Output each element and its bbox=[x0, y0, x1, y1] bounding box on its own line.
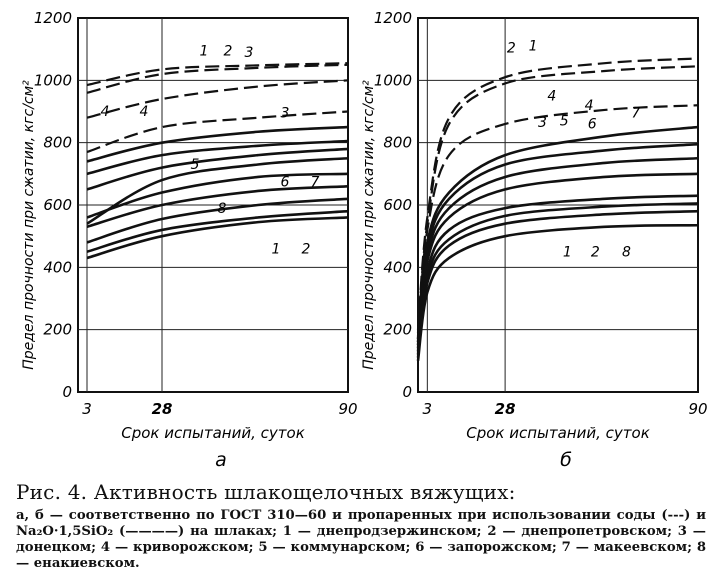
solid-series-line bbox=[87, 127, 348, 161]
curve-number-label: 3 bbox=[244, 44, 254, 61]
curve-number-label: 3 bbox=[537, 115, 547, 132]
solid-series-line bbox=[418, 225, 698, 361]
y-tick-label: 400 bbox=[43, 258, 72, 277]
curve-number-label: 6 bbox=[587, 116, 597, 133]
y-tick-label: 400 bbox=[383, 258, 412, 277]
curve-number-label: 4 bbox=[100, 104, 110, 121]
y-tick-label: 800 bbox=[43, 133, 72, 152]
y-tick-label: 600 bbox=[43, 196, 72, 214]
curve-number-label: 6 bbox=[280, 174, 290, 191]
caption-title: Рис. 4. Активность шлакощелочных вяжущих: bbox=[16, 480, 516, 504]
curve-number-label: 2 bbox=[301, 241, 311, 258]
y-tick-label: 1000 bbox=[373, 71, 412, 90]
panel-label: а bbox=[215, 449, 227, 470]
x-tick-label: 28 bbox=[494, 400, 516, 418]
curve-number-label: 4 bbox=[547, 88, 557, 105]
dashed-series-line bbox=[87, 65, 348, 93]
y-tick-label: 200 bbox=[43, 320, 72, 339]
y-tick-label: 0 bbox=[402, 383, 412, 401]
x-axis-label: Срок испытаний, суток bbox=[466, 424, 650, 442]
y-axis-label: Предел прочности при сжатии, кгс/см² bbox=[361, 80, 377, 370]
solid-series-line bbox=[418, 196, 698, 352]
y-tick-label: 600 bbox=[383, 196, 412, 214]
panel-b bbox=[361, 9, 708, 470]
dashed-series-line bbox=[87, 80, 348, 117]
y-tick-label: 1200 bbox=[33, 9, 72, 27]
dashed-series-line bbox=[418, 59, 698, 330]
x-tick-label: 90 bbox=[688, 400, 708, 418]
y-tick-label: 200 bbox=[383, 320, 412, 339]
dashed-series-line bbox=[87, 112, 348, 153]
curve-number-label: 2 bbox=[590, 244, 600, 261]
caption-body: а, б — соответственно по ГОСТ 310—60 и пропаренных при использовании соды (---) и Na₂O·1,5SiO₂ (————) на шлаках; 1 — днепродзержинском; 2 — днепропетровском; 3 — донецком; 4 — криворожском; 5 — коммунарском; 6 — запорожском; 7 — макеевском; 8 — енакиевском. bbox=[16, 508, 706, 571]
curve-number-label: 5 bbox=[190, 157, 200, 174]
x-tick-label: 28 bbox=[151, 400, 173, 418]
curve-number-label: 3 bbox=[280, 105, 290, 122]
x-tick-label: 3 bbox=[422, 400, 433, 418]
panel-label: б bbox=[560, 449, 572, 470]
curve-number-label: 8 bbox=[217, 200, 227, 217]
x-axis-label: Срок испытаний, суток bbox=[121, 424, 305, 442]
dashed-series-line bbox=[418, 105, 698, 336]
curve-number-label: 1 bbox=[528, 38, 538, 55]
curve-number-label: 2 bbox=[506, 40, 516, 57]
y-tick-label: 0 bbox=[62, 383, 72, 401]
curve-number-label: 7 bbox=[631, 105, 641, 122]
curve-number-label: 7 bbox=[310, 174, 320, 191]
curve-number-label: 5 bbox=[559, 113, 569, 130]
y-tick-label: 1200 bbox=[373, 9, 412, 27]
curve-number-label: 2 bbox=[223, 43, 233, 60]
figure-caption bbox=[16, 480, 706, 572]
panel-a bbox=[21, 9, 358, 470]
curve-number-label: 4 bbox=[139, 104, 149, 121]
curve-number-label: 1 bbox=[271, 241, 281, 258]
curve-number-label: 4 bbox=[584, 97, 594, 114]
x-tick-label: 3 bbox=[82, 400, 92, 418]
curve-number-label: 8 bbox=[621, 244, 631, 261]
y-tick-label: 800 bbox=[383, 133, 412, 152]
curve-number-label: 1 bbox=[199, 43, 209, 60]
y-axis-label: Предел прочности при сжатии, кгс/см² bbox=[21, 80, 37, 370]
curve-number-label: 1 bbox=[562, 244, 572, 261]
x-tick-label: 90 bbox=[338, 400, 358, 418]
y-tick-label: 1000 bbox=[33, 71, 72, 90]
